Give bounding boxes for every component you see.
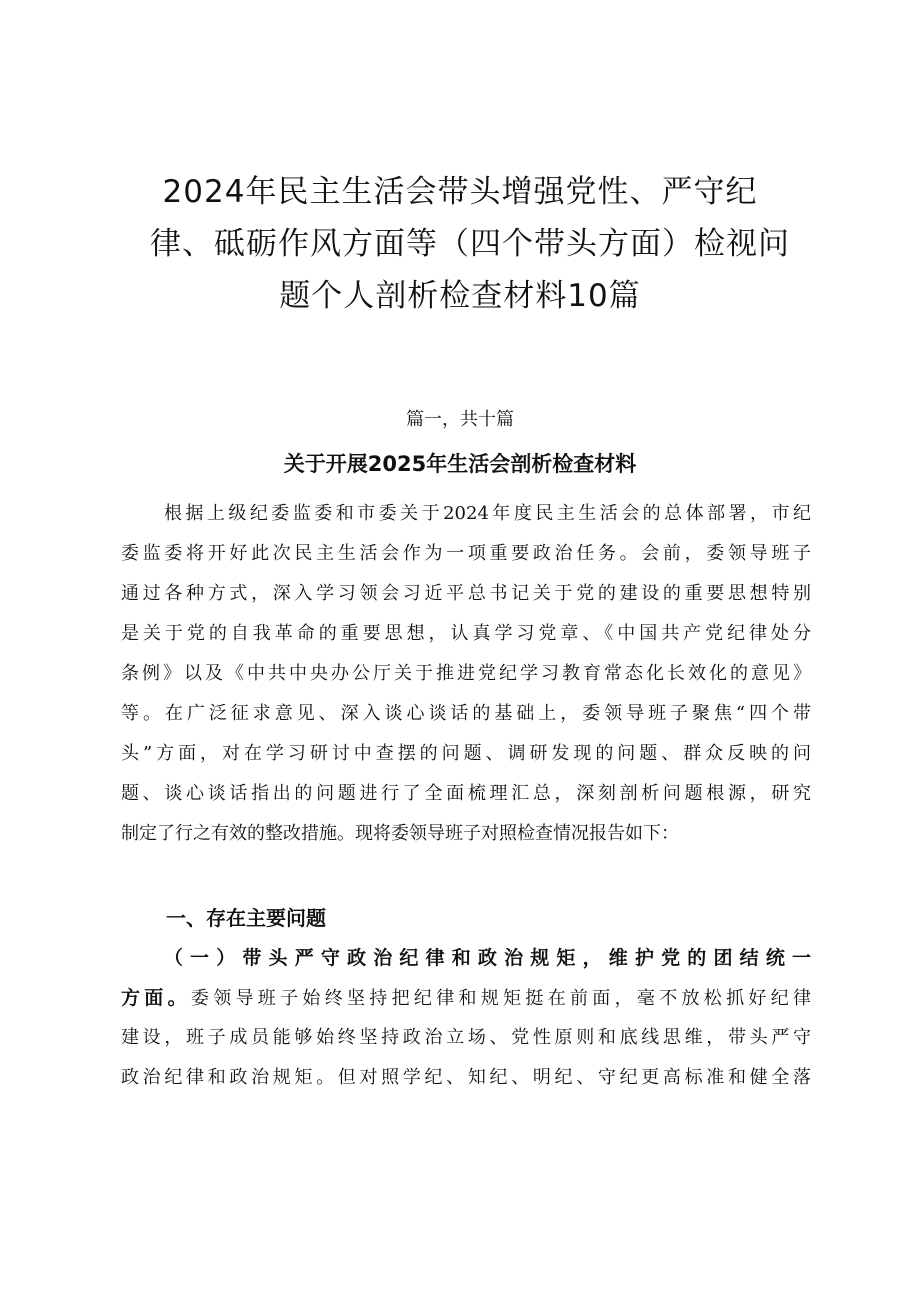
part-label: 篇一，共十篇 (406, 409, 514, 430)
paragraph-line: 通过各种方式，深入学习领会习近平总书记关于党的建设的重要思想特别 (121, 583, 811, 604)
paragraph-line: 头”方面，对在学习研讨中查摆的问题、调研发现的问题、群众反映的问 (121, 743, 811, 764)
paragraph-line: 制定了行之有效的整改措施。现将委领导班子对照检查情况报告如下： (121, 823, 679, 844)
paragraph-line: 委监委将开好此次民主生活会作为一项重要政治任务。会前，委领导班子 (121, 543, 811, 564)
paragraph-line: 等。在广泛征求意见、深入谈心谈话的基础上，委领导班子聚焦“四个带 (121, 703, 811, 724)
paragraph-text: 委领导班子始终坚持把纪律和规矩挺在前面，毫不放松抓好纪律 (190, 988, 811, 1009)
title-line: 2024年民主生活会带头增强党性、严守纪 (162, 174, 758, 210)
title-line: 律、砥砺作风方面等（四个带头方面）检视问 (150, 226, 790, 262)
paragraph-line: 政治纪律和政治规矩。但对照学纪、知纪、明纪、守纪更高标准和健全落 (121, 1067, 811, 1088)
paragraph-line: 条例》以及《中共中央办公厅关于推进党纪学习教育常态化长效化的意见》 (121, 663, 811, 684)
title-line: 题个人剖析检查材料10篇 (279, 278, 641, 314)
paragraph-line: 根据上级纪委监委和市委关于2024年度民主生活会的总体部署，市纪 (121, 503, 811, 524)
subsection-title-end: 方面。 (121, 987, 191, 1009)
subsection-title-line: （一）带头严守政治纪律和政治规矩，维护党的团结统一 (121, 947, 811, 969)
subsection-paragraph (121, 938, 811, 1098)
document-main-title (150, 166, 790, 322)
section-heading: 一、存在主要问题 (166, 906, 326, 930)
paragraph-line (121, 978, 811, 1018)
paragraph-line: 建设，班子成员能够始终坚持政治立场、党性原则和底线思维，带头严守 (121, 1027, 811, 1048)
section-doc-title: 关于开展2025年生活会剖析检查材料 (283, 452, 637, 476)
paragraph-line: 是关于党的自我革命的重要思想，认真学习党章、《中国共产党纪律处分 (121, 623, 811, 644)
paragraph-line: 题、谈心谈话指出的问题进行了全面梳理汇总，深刻剖析问题根源，研究 (121, 783, 811, 804)
intro-paragraph (121, 494, 811, 854)
